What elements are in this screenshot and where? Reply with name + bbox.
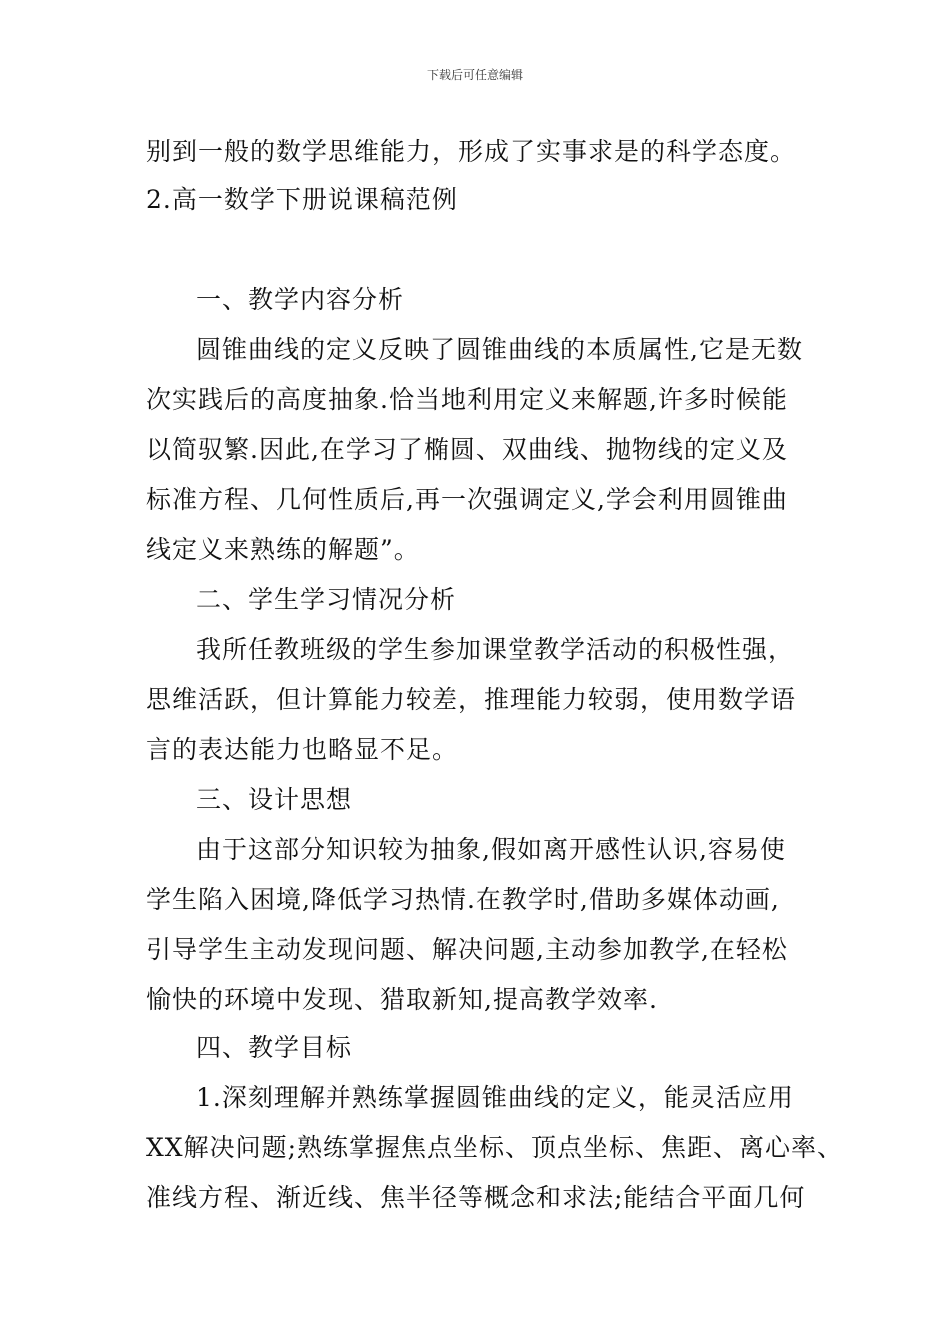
section-title: 2.高一数学下册说课稿范例 — [146, 185, 458, 214]
heading-teaching-goals: 四、教学目标 — [196, 1033, 353, 1062]
text-line: 圆锥曲线的定义反映了圆锥曲线的本质属性,它是无数 — [196, 335, 803, 364]
header-note: 下载后可任意编辑 — [426, 68, 523, 82]
text-line: 标准方程、几何性质后,再一次强调定义,学会利用圆锥曲 — [146, 485, 788, 514]
heading-design-idea: 三、设计思想 — [196, 785, 353, 814]
text-line: 由于这部分知识较为抽象,假如离开感性认识,容易使 — [196, 835, 786, 864]
text-line: XX解决问题;熟练掌握焦点坐标、顶点坐标、焦距、离心率、 — [146, 1133, 844, 1162]
text-line: 线定义来熟练的解题”。 — [146, 535, 420, 564]
text-line: 引导学生主动发现问题、解决问题,主动参加教学,在轻松 — [146, 935, 788, 964]
text-line: 次实践后的高度抽象.恰当地利用定义来解题,许多时候能 — [146, 385, 788, 414]
text-line: 1.深刻理解并熟练掌握圆锥曲线的定义，能灵活应用 — [196, 1083, 794, 1112]
text-line: 学生陷入困境,降低学习热情.在教学时,借助多媒体动画, — [146, 885, 780, 914]
text-line: 准线方程、渐近线、焦半径等概念和求法;能结合平面几何 — [146, 1183, 806, 1212]
text-line: 别到一般的数学思维能力，形成了实事求是的科学态度。 — [146, 137, 797, 166]
text-line: 愉快的环境中发现、猎取新知,提高教学效率. — [146, 985, 658, 1014]
heading-content-analysis: 一、教学内容分析 — [196, 285, 405, 314]
text-line: 以简驭繁.因此,在学习了椭圆、双曲线、抛物线的定义及 — [146, 435, 788, 464]
heading-student-analysis: 二、学生学习情况分析 — [196, 585, 457, 614]
text-line: 思维活跃，但计算能力较差，推理能力较弱，使用数学语 — [146, 685, 797, 714]
text-line: 我所任教班级的学生参加课堂教学活动的积极性强， — [196, 635, 795, 664]
text-line: 言的表达能力也略显不足。 — [146, 735, 459, 764]
